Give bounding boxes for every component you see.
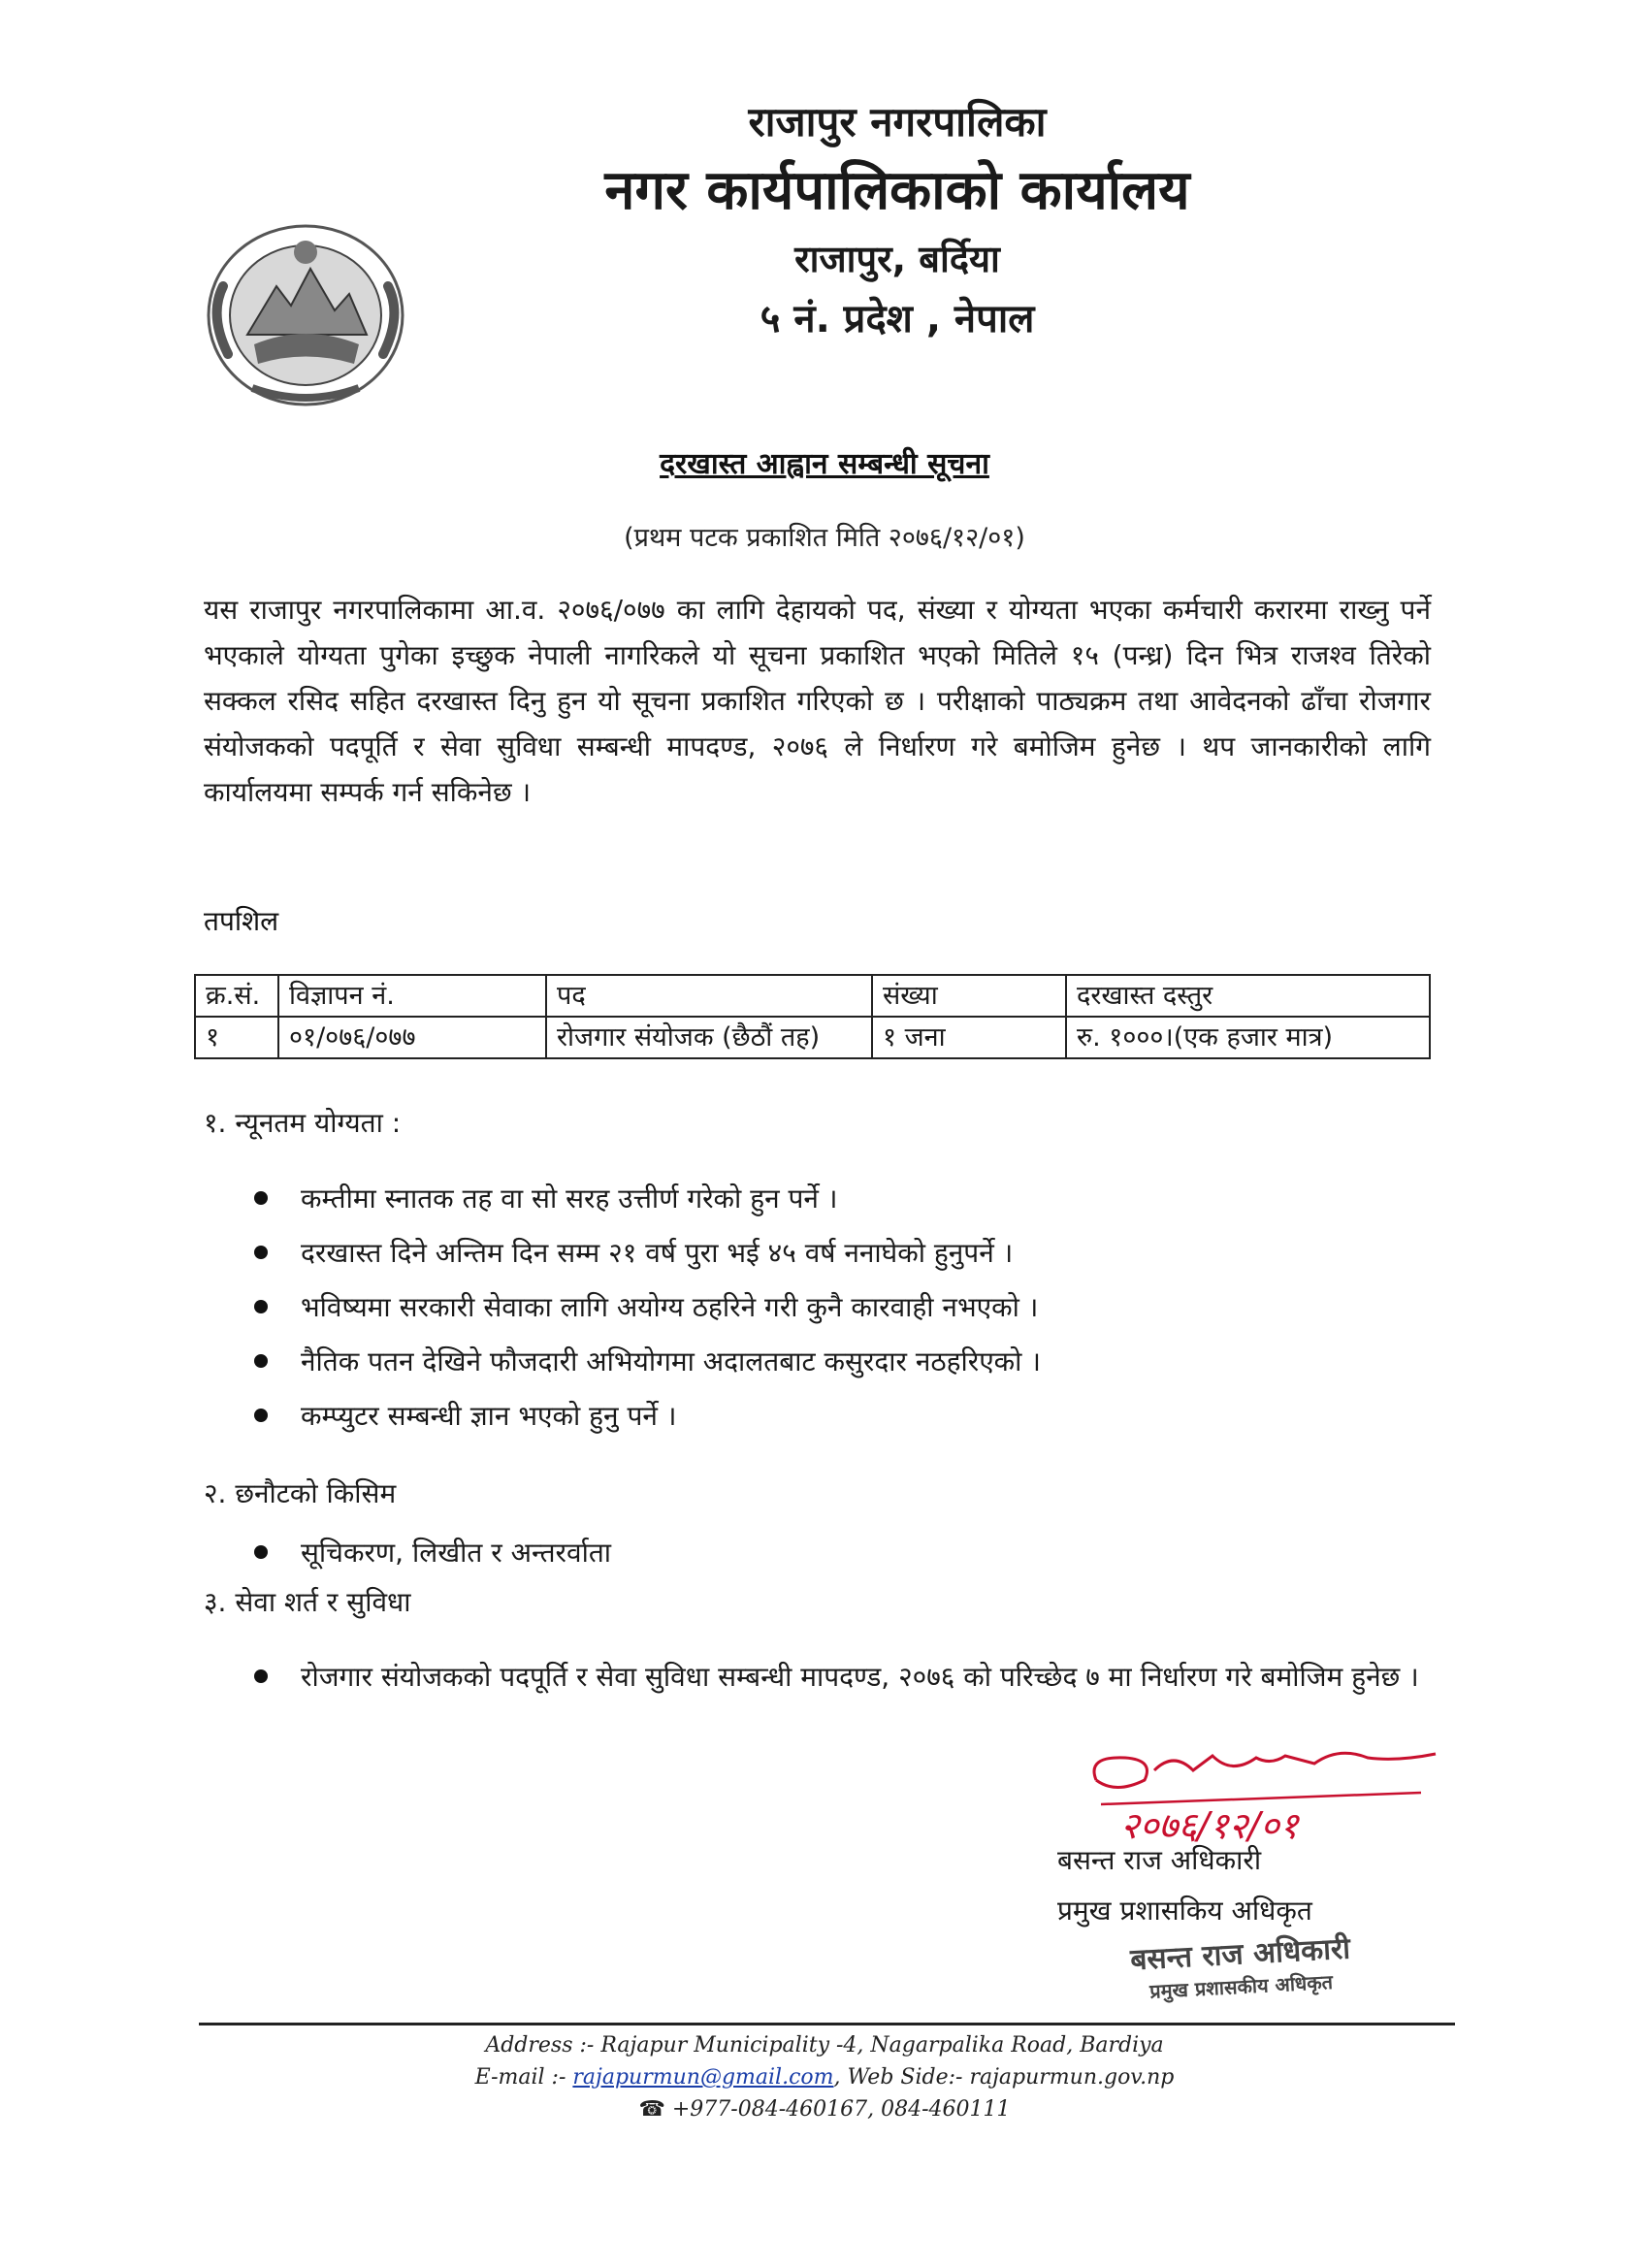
table-cell: १ (195, 1017, 278, 1058)
bullet-icon (254, 1545, 268, 1559)
table-row (195, 1017, 1430, 1058)
footer (0, 2029, 1649, 2125)
municipality-name: राजापुर नगरपालिका (748, 98, 1047, 146)
bullet-icon (254, 1669, 268, 1683)
list-item-text: नैतिक पतन देखिने फौजदारी अभियोगमा अदालतबाट कसुरदार नठहरिएको । (301, 1345, 1041, 1377)
list-item (254, 1654, 1433, 1701)
notice-title: दरखास्त आह्वान सम्बन्धी सूचना (660, 447, 989, 481)
list-item (254, 1226, 1433, 1280)
list-item-text: भविष्यमा सरकारी सेवाका लागि अयोग्य ठहरिने गरी कुनै कारवाही नभएको । (301, 1291, 1039, 1323)
phone-numbers: +977-084-460167, 084-460111 (671, 2097, 1011, 2122)
list-item-text: कम्तीमा स्नातक तह वा सो सरह उत्तीर्ण गरेको हुन पर्ने । (301, 1183, 838, 1215)
column-header: संख्या (872, 975, 1066, 1017)
footer-address: Address :- Rajapur Municipality -4, Nagarpalika Road, Bardiya (485, 2033, 1164, 2057)
email-link[interactable]: rajapurmun@gmail.com (572, 2065, 834, 2090)
first-published-date: (प्रथम पटक प्रकाशित मिति २०७६/१२/०१) (624, 523, 1025, 553)
table-cell: ०१/०७६/०७७ (278, 1017, 546, 1058)
list-item (254, 1335, 1433, 1389)
qualification-list (254, 1172, 1433, 1443)
official-stamp (1130, 1930, 1440, 2018)
stamp-name: बसन्त राज अधिकारी (1129, 1931, 1351, 1978)
column-header: विज्ञापन नं. (278, 975, 546, 1017)
table-header-row (195, 975, 1430, 1017)
details-heading: तपशिल (204, 905, 279, 937)
selection-list (254, 1526, 1433, 1580)
signature-date: २०७६/१२/०१ (1120, 1804, 1299, 1847)
footer-phone (0, 2093, 1649, 2125)
list-item-text: सूचिकरण, लिखीत र अन्तरर्वाता (301, 1537, 612, 1569)
section-service-title: ३. सेवा शर्त र सुविधा (204, 1586, 411, 1618)
list-item-text: कम्प्युटर सम्बन्धी ज्ञान भएको हुनु पर्ने । (301, 1400, 677, 1432)
telephone-icon: ☎ (638, 2097, 665, 2122)
list-item-text: दरखास्त दिने अन्तिम दिन सम्म २१ वर्ष पुरा भई ४५ वर्ष ननाघेको हुनुपर्ने । (301, 1237, 1014, 1269)
table-cell: रोजगार संयोजक (छैठौं तह) (546, 1017, 872, 1058)
footer-divider (199, 2023, 1455, 2025)
office-name: नगर कार्यपालिकाको कार्यालय (604, 159, 1190, 222)
bullet-icon (254, 1300, 268, 1313)
bullet-icon (254, 1409, 268, 1422)
signature-image (1077, 1736, 1445, 1853)
list-item (254, 1526, 1433, 1580)
email-label: E-mail :- (474, 2065, 573, 2090)
list-item-text: रोजगार संयोजकको पदपूर्ति र सेवा सुविधा सम्बन्धी मापदण्ड, २०७६ को परिच्छेद ७ मा निर्धारण गरे बमोजिम हुनेछ । (301, 1661, 1419, 1693)
column-header: दरखास्त दस्तुर (1066, 975, 1430, 1017)
letterhead (0, 92, 1649, 350)
service-list (254, 1654, 1433, 1701)
bullet-icon (254, 1191, 268, 1205)
footer-contact (0, 2061, 1649, 2093)
section-qualification-title: १. न्यूनतम योग्यता : (204, 1107, 402, 1139)
vacancy-table (194, 974, 1431, 1059)
signatory-name: बसन्त राज अधिकारी (1057, 1844, 1262, 1876)
notice-body: यस राजापुर नगरपालिकामा आ.व. २०७६/०७७ का लागि देहायको पद, संख्या र योग्यता भएका कर्मचारी करारमा राख्नु पर्ने भएकाले योग्यता पुगेका इच्छुक नेपाली नागरिकले यो सूचना प्रकाशित भएको मितिले १५ (पन्ध्र) दिन भित्र राजश्व तिरेको सक्कल रसिद सहित दरखास्त दिनु हुन यो सूचना प्रकाशित गरिएको छ । परीक्षाको पाठ्यक्रम तथा आवेदनको ढाँचा रोजगार संयोजकको पदपूर्ति र सेवा सुविधा सम्बन्धी मापदण्ड, २०७६ ले निर्धारण गरे बमोजिम हुनेछ । थप जानकारीको लागि कार्यालयमा सम्पर्क गर्न सकिनेछ । (204, 594, 1431, 808)
list-item (254, 1172, 1433, 1226)
table-cell: रु. १०००।(एक हजार मात्र) (1066, 1017, 1430, 1058)
website-text: , Web Side:- rajapurmun.gov.np (833, 2065, 1175, 2090)
signatory-designation: प्रमुख प्रशासकिय अधिकृत (1057, 1895, 1312, 1927)
bullet-icon (254, 1354, 268, 1368)
column-header: क्र.सं. (195, 975, 278, 1017)
list-item (254, 1280, 1433, 1335)
column-header: पद (546, 975, 872, 1017)
stamp-title: प्रमुख प्रशासकीय अधिकृत (1148, 1969, 1334, 2003)
office-location: राजापुर, बर्दिया (794, 238, 1000, 280)
bullet-icon (254, 1246, 268, 1259)
province-line: ५ नं. प्रदेश , नेपाल (760, 297, 1035, 341)
section-selection-title: २. छनौटको किसिम (204, 1477, 397, 1509)
table-cell: १ जना (872, 1017, 1066, 1058)
list-item (254, 1389, 1433, 1443)
